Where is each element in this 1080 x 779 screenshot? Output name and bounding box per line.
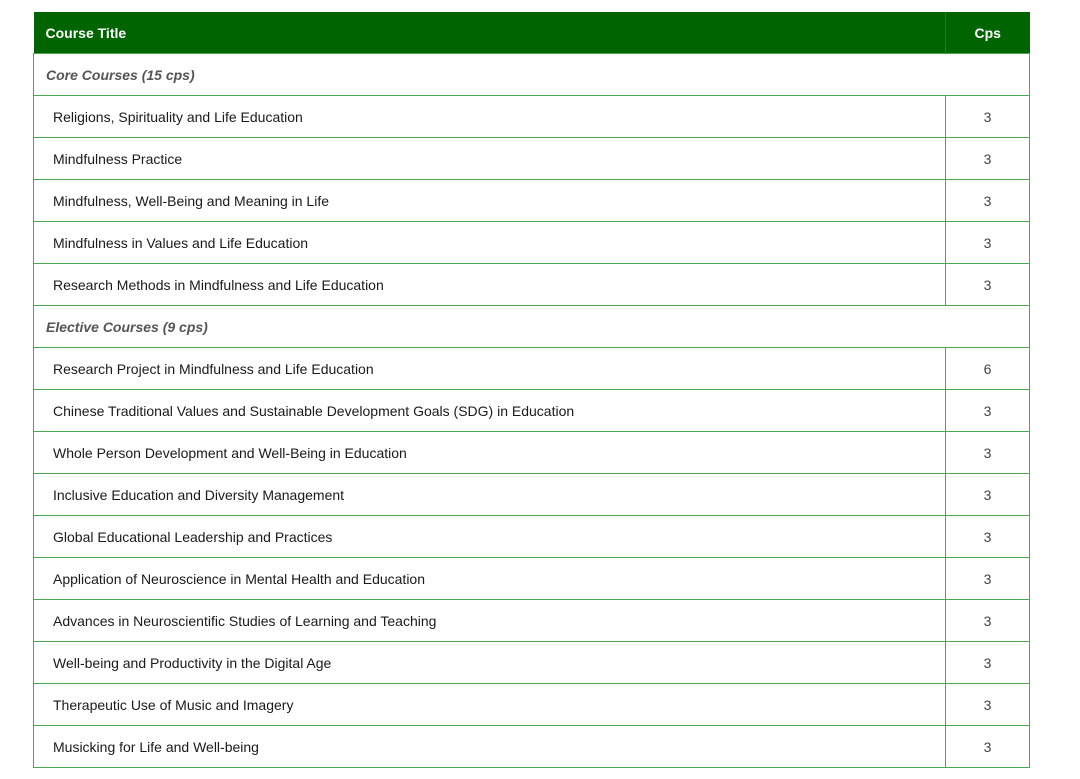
table-row [34,390,1030,432]
course-name: Mindfulness, Well-Being and Meaning in Life [34,180,946,222]
table-row [34,180,1030,222]
course-cps: 3 [946,96,1030,138]
course-cps: 3 [946,264,1030,306]
course-cps: 3 [946,642,1030,684]
course-cps: 3 [946,726,1030,768]
table-row [34,138,1030,180]
table-row [34,516,1030,558]
course-name: Musicking for Life and Well-being [34,726,946,768]
course-cps: 3 [946,684,1030,726]
table-row [34,432,1030,474]
table-row [34,222,1030,264]
course-cps: 3 [946,516,1030,558]
course-cps: 3 [946,180,1030,222]
table-row [34,600,1030,642]
section-row-core [34,54,1030,96]
course-name: Inclusive Education and Diversity Management [34,474,946,516]
course-cps: 3 [946,600,1030,642]
table-row [34,684,1030,726]
course-name: Mindfulness Practice [34,138,946,180]
section-row-elective [34,306,1030,348]
section-label: Elective Courses (9 cps) [34,306,1030,348]
course-cps: 6 [946,348,1030,390]
course-name: Global Educational Leadership and Practices [34,516,946,558]
table-row [34,642,1030,684]
course-cps: 3 [946,222,1030,264]
course-name: Mindfulness in Values and Life Education [34,222,946,264]
course-cps: 3 [946,558,1030,600]
course-table [33,12,1030,768]
course-cps: 3 [946,474,1030,516]
course-name: Application of Neuroscience in Mental Health and Education [34,558,946,600]
table-header-row [34,12,1030,54]
table-row [34,96,1030,138]
column-header-cps: Cps [946,12,1030,54]
course-name: Research Methods in Mindfulness and Life Education [34,264,946,306]
section-label: Core Courses (15 cps) [34,54,1030,96]
course-name: Chinese Traditional Values and Sustainable Development Goals (SDG) in Education [34,390,946,432]
course-name: Religions, Spirituality and Life Education [34,96,946,138]
table-row [34,726,1030,768]
course-name: Research Project in Mindfulness and Life Education [34,348,946,390]
course-name: Advances in Neuroscientific Studies of Learning and Teaching [34,600,946,642]
table-row [34,558,1030,600]
course-name: Therapeutic Use of Music and Imagery [34,684,946,726]
course-name: Well-being and Productivity in the Digital Age [34,642,946,684]
course-cps: 3 [946,432,1030,474]
course-cps: 3 [946,390,1030,432]
table-row [34,264,1030,306]
course-cps: 3 [946,138,1030,180]
column-header-course-title: Course Title [34,12,946,54]
table-row [34,348,1030,390]
table-row [34,474,1030,516]
course-name: Whole Person Development and Well-Being in Education [34,432,946,474]
